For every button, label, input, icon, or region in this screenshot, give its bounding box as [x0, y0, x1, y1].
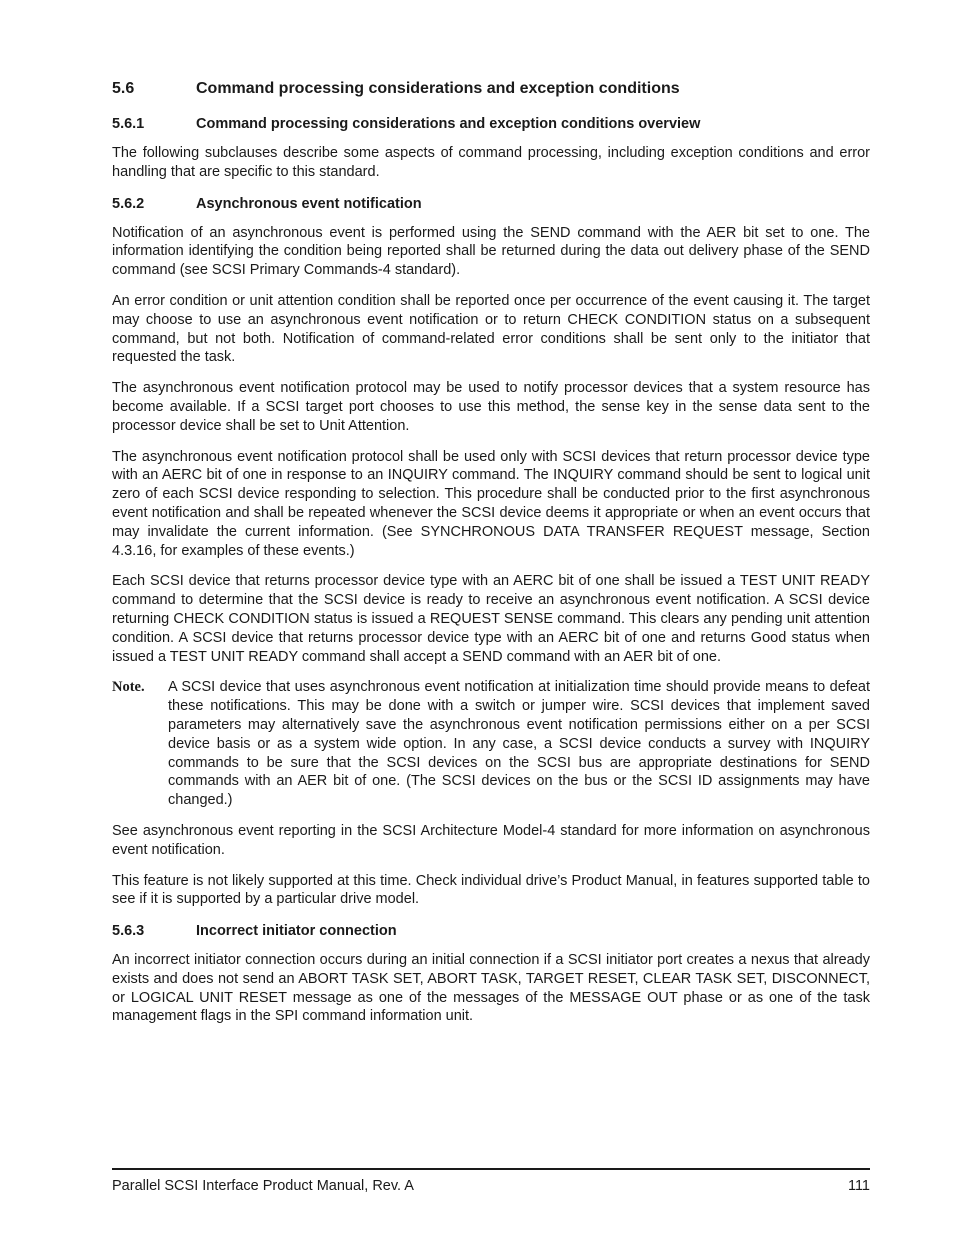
section-heading [112, 78, 870, 100]
subsection-title: Asynchronous event notification [196, 195, 422, 212]
paragraph: This feature is not likely supported at this time. Check individual drive’s Product Manual, in features supported table to see if it is supported by a particular drive model. [112, 872, 870, 908]
note-label: Note. [112, 679, 145, 696]
footer-title: Parallel SCSI Interface Product Manual, Rev. A [112, 1178, 414, 1194]
paragraph: Each SCSI device that returns processor device type with an AERC bit of one shall be issued a TEST UNIT READY command to determine that the SCSI device is ready to receive an asynchronous event notification. A SCSI device returning CHECK CONDITION status is issued a REQUEST SENSE command. This clears any pending unit attention condition. A SCSI device that returns processor device type with an AERC bit of one and returns Good status when issued a TEST UNIT READY command shall accept a SEND command with an AER bit of one. [112, 573, 870, 665]
subsection-title: Command processing considerations and exception conditions overview [196, 116, 701, 132]
subsection-number: 5.6.2 [112, 195, 145, 212]
page-footer [112, 1168, 870, 1195]
document-page [112, 78, 870, 1038]
subsection-heading-5-6-1 [112, 114, 870, 134]
section-title: Command processing considerations and exception conditions [196, 80, 680, 97]
note-block [112, 678, 870, 810]
paragraph: An incorrect initiator connection occurs during an initial connection if a SCSI initiator port creates a nexus that already exists and does not send an ABORT TASK SET, ABORT TASK, TARGET RESET, CLEAR TASK SET, DISCONNECT, or LOGICAL UNIT RESET message as one of the messages of the MESSAGE OUT phase or as one of the task management flags in the SPI command information unit. [112, 952, 870, 1025]
paragraph: The asynchronous event notification protocol may be used to notify processor devices that a system resource has become available. If a SCSI target port chooses to use this method, the sense key in the sense data sent to the processor device shall be set to Unit Attention. [112, 380, 870, 434]
page-number: 111 [847, 1178, 870, 1194]
subsection-title: Incorrect initiator connection [196, 923, 397, 940]
paragraph: Notification of an asynchronous event is performed using the SEND command with the AER bit set to one. The information identifying the condition being reported shall be returned during the data out delivery phase of the SEND command (see SCSI Primary Commands-4 standard). [112, 224, 870, 279]
subsection-heading-5-6-2 [112, 194, 870, 214]
note-text: A SCSI device that uses asynchronous event notification at initialization time should provide means to defeat these notifications. This may be done with a switch or jumper wire. SCSI devices that implement saved parameters may alternatively save the asynchronous event notification permissions either on a per SCSI device basis or as a system wide option. In any case, a SCSI device conducts a survey with INQUIRY commands to be sure that the SCSI devices on the SCSI bus are appropriate destinations for SEND commands with an AER bit of one. (The SCSI devices on the bus or the SCSI ID assignments may have changed.) [168, 679, 870, 809]
paragraph: See asynchronous event reporting in the SCSI Architecture Model-4 standard for more information on asynchronous event notification. [112, 822, 870, 858]
subsection-number: 5.6.1 [112, 116, 145, 132]
section-number: 5.6 [112, 80, 135, 97]
subsection-heading-5-6-3 [112, 921, 870, 941]
subsection-number: 5.6.3 [112, 923, 145, 940]
paragraph: The following subclauses describe some aspects of command processing, including exception conditions and error handling that are specific to this standard. [112, 145, 870, 180]
paragraph: The asynchronous event notification protocol shall be used only with SCSI devices that return processor device type with an AERC bit of one in response to an INQUIRY command. The INQUIRY command should be sent to logical unit zero of each SCSI device responding to selection. This procedure shall be conducted prior to the first asynchronous event notification and shall be repeated whenever the SCSI device deems it appropriate or when an event occurs that may invalidate the current information. (See SYNCHRONOUS DATA TRANSFER REQUEST message, Section 4.3.16, for examples of these events.) [112, 448, 870, 559]
paragraph: An error condition or unit attention condition shall be reported once per occurrence of the event causing it. The target may choose to use an asynchronous event notification or to return CHECK CONDITION status on a subsequent command, but not both. Notification of command-related error conditions shall be sent only to the initiator that requested the task. [112, 292, 870, 366]
